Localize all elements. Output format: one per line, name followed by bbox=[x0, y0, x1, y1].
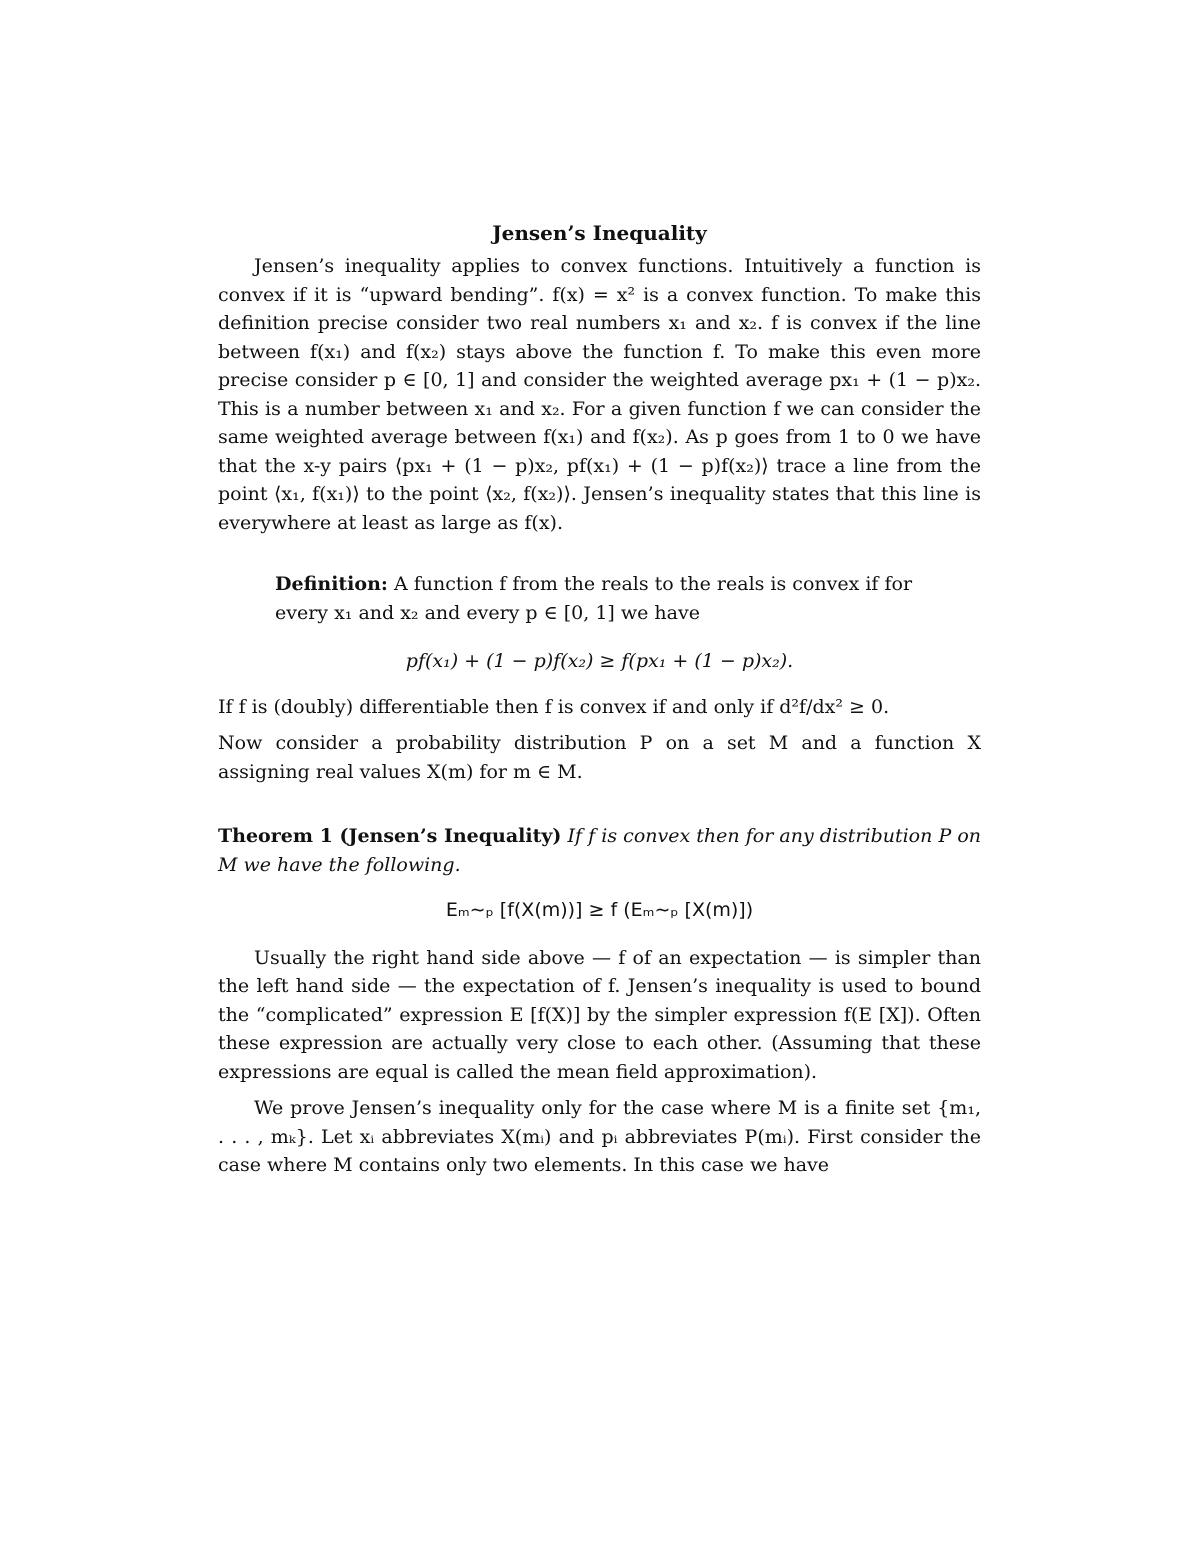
theorem-formula: Eₘ∼ₚ [f(X(m))] ≥ f (Eₘ∼ₚ [X(m)]) bbox=[445, 899, 754, 921]
document-title: Jensen’s Inequality bbox=[492, 221, 707, 245]
distribution-paragraph: Now consider a probability distribution P on a set M and a function X assigning real values X(m) for m ∈ M. bbox=[218, 732, 981, 783]
theorem-text: If f is convex then for any distribution P on M we have the following. bbox=[218, 825, 982, 876]
definition-formula: pf(x₁) + (1 − p)f(x₂) ≥ f(px₁ + (1 − p)x₂). bbox=[405, 650, 794, 672]
discussion-paragraph: Usually the right hand side above — f of an expectation — is simpler than the left hand side — the expectation of f. Jensen’s inequality is used to bound the “complicated” expression E [f(X)] by the simpler expression f(E [X]). Often these expression are actually very close to each other. (Assuming that these expressions are equal is called the mean field approximation). bbox=[218, 946, 981, 1083]
theorem-block bbox=[218, 822, 981, 879]
theorem-label: Theorem 1 (Jensen’s Inequality) bbox=[218, 825, 562, 847]
proof-paragraph: We prove Jensen’s inequality only for the case where M is a finite set {m₁, . . . , mₖ}. Let xᵢ abbreviates X(mᵢ) and pᵢ abbreviates P(mᵢ). First consider the case where M contains only two elements. In this case we have bbox=[218, 1097, 981, 1176]
definition-label: Definition: bbox=[275, 573, 388, 595]
definition-text: A function f from the reals to the reals is convex if for every x₁ and x₂ and every p ∈ [0, 1] we have bbox=[275, 573, 913, 624]
differentiable-paragraph: If f is (doubly) differentiable then f is convex if and only if d²f/dx² ≥ 0. bbox=[218, 695, 890, 718]
intro-paragraph: Jensen’s inequality applies to convex functions. Intuitively a function is convex if it is “upward bending”. f(x) = x² is a convex function. To make this definition precise consider two real numbers x₁ and x₂. f is convex if the line between f(x₁) and f(x₂) stays above the function f. To make this even more precise consider p ∈ [0, 1] and consider the weighted average px₁ + (1 − p)x₂. This is a number between x₁ and x₂. For a given function f we can consider the same weighted average between f(x₁) and f(x₂). As p goes from 1 to 0 we have that the x-y pairs ⟨px₁ + (1 − p)x₂, pf(x₁) + (1 − p)f(x₂)⟩ trace a line from the point ⟨x₁, f(x₁)⟩ to the point ⟨x₂, f(x₂)⟩. Jensen’s inequality states that this line is everywhere at least as large as f(x). bbox=[218, 255, 981, 534]
definition-block bbox=[275, 570, 945, 627]
document-page bbox=[218, 218, 981, 1180]
